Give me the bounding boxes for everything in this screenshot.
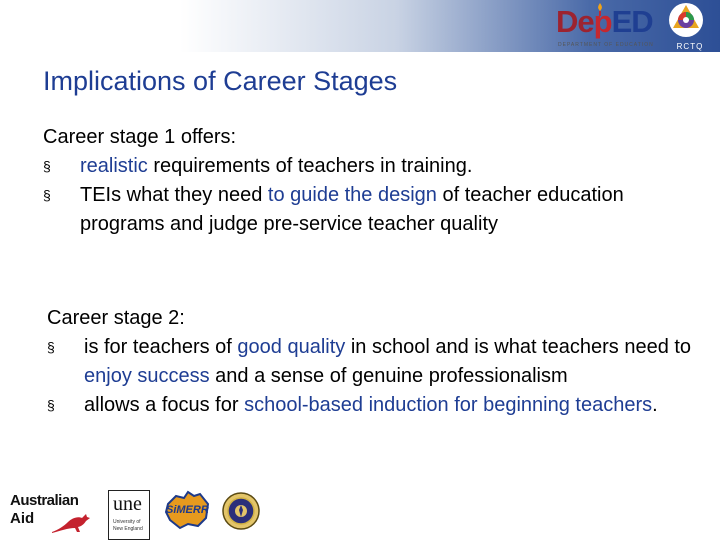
- deped-wordmark: DepED: [556, 4, 653, 39]
- list-item-text: is for teachers of good quality in school and is what teachers need to enjoy success and a sense of genuine professionalism: [84, 336, 692, 387]
- list-item-text: TEIs what they need to guide the design of teacher education programs and judge pre-service teacher quality: [80, 184, 624, 235]
- list-item: [47, 333, 707, 391]
- simerr-logo: [162, 490, 212, 532]
- deped-logo: [556, 2, 662, 50]
- career-stage-1-section: [43, 123, 683, 239]
- rctq-logo-icon: [664, 0, 708, 40]
- deped-subtitle: DEPARTMENT OF EDUCATION: [558, 42, 654, 48]
- list-item: [43, 181, 683, 239]
- une-logo: [108, 490, 150, 540]
- partner-logos: [0, 484, 720, 540]
- list-item: [43, 152, 683, 181]
- section-heading: Career stage 2:: [47, 307, 185, 329]
- simerr-label: SiMERR: [166, 504, 209, 516]
- list-item-text: realistic requirements of teachers in training.: [80, 155, 473, 177]
- kangaroo-icon: [50, 512, 94, 534]
- list-item-text: allows a focus for school-based induction for beginning teachers.: [84, 394, 658, 416]
- rctq-label: RCTQ: [676, 42, 704, 51]
- une-tagline-1: University of: [113, 519, 141, 525]
- header-bar: [0, 0, 720, 52]
- bullet-icon: §: [43, 187, 51, 203]
- une-tagline-2: New England: [113, 526, 143, 532]
- bullet-icon: §: [47, 397, 55, 413]
- bullet-icon: §: [43, 158, 51, 174]
- australian-aid-line2: Aid: [10, 510, 35, 527]
- australian-aid-logo: [10, 492, 98, 538]
- list-item: [47, 391, 707, 420]
- slide-title: Implications of Career Stages: [43, 66, 398, 96]
- bullet-icon: §: [47, 339, 55, 355]
- career-stage-2-section: [47, 304, 707, 420]
- section-heading: Career stage 1 offers:: [43, 126, 237, 148]
- university-seal-icon: [222, 490, 260, 532]
- australian-aid-line1: Australian: [10, 492, 79, 509]
- une-wordmark: une: [113, 493, 142, 515]
